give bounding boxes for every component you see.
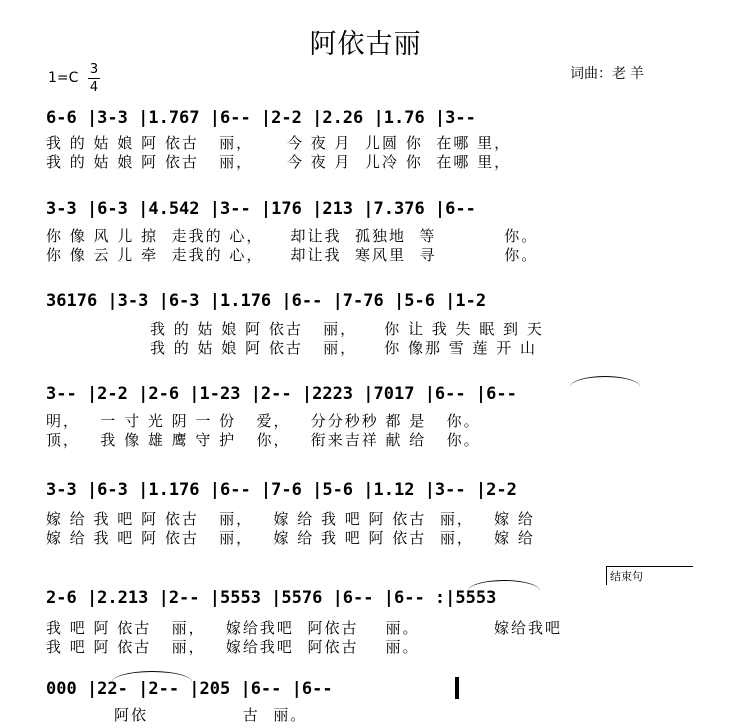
credits — [570, 63, 644, 83]
credits-label: 词曲：老 — [570, 66, 626, 82]
lyric-verse-2: 顶， 我 像 雄 鹰 守 护 你， 衔来吉祥 献 给 你。 — [46, 431, 481, 449]
lyric-verse-1: 你 像 风 儿 掠 走我的 心， 却让我 孤独地 等 你。 — [46, 227, 539, 245]
notation-line: 2-6 |2.213 |2-- |5553 |5576 |6-- |6-- :|5553 — [46, 588, 497, 608]
lyric-final: 阿依 古 丽。 — [114, 706, 308, 724]
lyric-verse-1: 嫁 给 我 吧 阿 依古 丽， 嫁 给 我 吧 阿 依古 丽， 嫁 给 — [46, 510, 535, 528]
final-barline — [455, 677, 459, 699]
credits-name: 羊 — [630, 66, 644, 82]
notation-line: 3-3 |6-3 |1.176 |6-- |7-6 |5-6 |1.12 |3-- |2-2 — [46, 480, 517, 500]
meter-bottom: 4 — [89, 80, 99, 95]
lyric-verse-2: 我 的 姑 娘 阿 依古 丽， 你 像那 雪 莲 开 山 — [150, 339, 538, 357]
lyric-verse-2: 嫁 给 我 吧 阿 依古 丽， 嫁 给 我 吧 阿 依古 丽， 嫁 给 — [46, 529, 535, 547]
key-signature — [48, 62, 99, 95]
notation-line: 6-6 |3-3 |1.767 |6-- |2-2 |2.26 |1.76 |3-- — [46, 108, 476, 128]
song-title: 阿依古丽 — [309, 29, 422, 60]
tie-mark — [570, 376, 640, 387]
lyric-verse-1: 我 的 姑 娘 阿 依古 丽， 今 夜 月 儿圆 你 在哪 里， — [46, 134, 512, 152]
lyric-verse-1: 我 吧 阿 依古 丽， 嫁给我吧 阿依古 丽。 嫁给我吧 — [46, 619, 562, 637]
key-label: 1=C — [48, 70, 79, 86]
lyric-verse-2: 你 像 云 儿 牵 走我的 心， 却让我 寒风里 寻 你。 — [46, 246, 539, 264]
lyric-verse-2: 我 的 姑 娘 阿 依古 丽， 今 夜 月 儿冷 你 在哪 里， — [46, 153, 512, 171]
lyric-verse-1: 明， 一 寸 光 阴 一 份 爱， 分分秒秒 都 是 你。 — [46, 412, 481, 430]
meter-top: 3 — [89, 62, 99, 77]
lyric-verse-1: 我 的 姑 娘 阿 依古 丽， 你 让 我 失 眠 到 天 — [150, 320, 544, 338]
notation-line: 36176 |3-3 |6-3 |1.176 |6-- |7-76 |5-6 |1-2 — [46, 291, 487, 311]
notation-line: 3-- |2-2 |2-6 |1-23 |2-- |2223 |7017 |6-- |6-- — [46, 384, 517, 404]
ending-bracket: 结束句 — [606, 566, 693, 585]
notation-line: 3-3 |6-3 |4.542 |3-- |176 |213 |7.376 |6-- — [46, 199, 476, 219]
notation-line: 000 |22- |2-- |205 |6-- |6-- — [46, 679, 333, 699]
lyric-verse-2: 我 吧 阿 依古 丽， 嫁给我吧 阿依古 丽。 — [46, 638, 420, 656]
time-signature — [88, 62, 100, 95]
